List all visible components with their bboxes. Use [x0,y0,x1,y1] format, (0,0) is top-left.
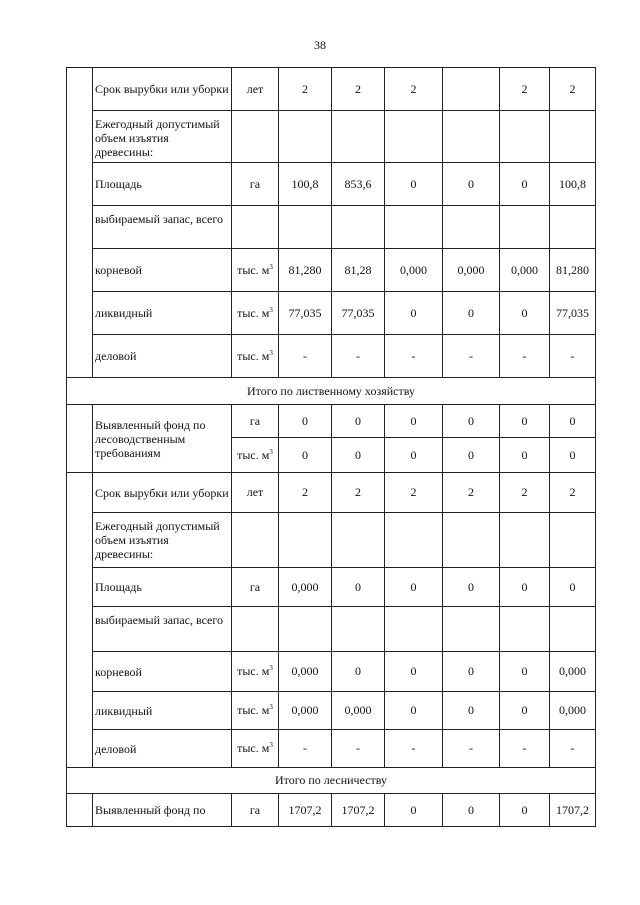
value-cell: 0,000 [550,692,596,730]
value-cell: 0 [332,438,385,473]
value-cell: 1707,2 [332,794,385,827]
value-cell [443,206,500,249]
value-cell: - [385,335,443,378]
unit-cell [232,438,279,473]
value-cell [385,607,443,652]
value-cell [550,513,596,568]
section-title: Итого по лесничеству [67,768,596,794]
table-row [67,163,596,206]
value-cell: 0 [443,794,500,827]
unit-text: тыс. м [237,664,270,678]
table-row [67,568,596,607]
row-label: Выявленный фонд по лесоводственным требованиям [93,405,232,473]
page-number: 38 [314,38,326,52]
value-cell: 2 [279,473,332,513]
empty-index-cell [67,405,93,473]
table-row [67,335,596,378]
table-row [67,111,596,163]
value-cell [550,206,596,249]
value-cell: 0 [550,405,596,438]
unit-superscript: 3 [269,262,273,271]
value-cell: 0 [385,794,443,827]
value-cell: 0 [443,568,500,607]
table-row [67,68,596,111]
value-cell: 0,000 [279,692,332,730]
value-cell: 2 [385,473,443,513]
value-cell: 77,035 [550,292,596,335]
value-cell: 0 [500,292,550,335]
value-cell [443,607,500,652]
empty-index-cell [67,794,93,827]
value-cell: 1707,2 [550,794,596,827]
value-cell: - [500,730,550,768]
value-cell: 0,000 [332,692,385,730]
table-row [67,692,596,730]
unit-superscript: 3 [269,447,273,456]
unit-text: тыс. м [237,262,270,277]
row-label: Ежегодный допустимый объем изъятия древесины: [93,513,232,568]
unit-text: тыс. м [237,703,270,717]
table-row [67,292,596,335]
section-header-row [67,378,596,405]
unit-cell [232,249,279,292]
unit-superscript: 3 [269,348,273,357]
value-cell: 0 [550,438,596,473]
value-cell [279,111,332,163]
value-cell [500,206,550,249]
row-label: Выявленный фонд по [93,794,232,827]
table-row [67,206,596,249]
value-cell: 0,000 [385,249,443,292]
value-cell: 0,000 [279,652,332,692]
value-cell: 1707,2 [279,794,332,827]
section-title: Итого по лиственному хозяйству [67,378,596,405]
value-cell: 0 [332,405,385,438]
row-label: корневой [93,249,232,292]
value-cell: 100,8 [279,163,332,206]
value-cell [385,513,443,568]
value-cell: 0,000 [550,652,596,692]
value-cell: 2 [443,473,500,513]
section-header-row [67,768,596,794]
unit-cell [232,335,279,378]
unit-cell [232,473,279,513]
value-cell: 2 [500,68,550,111]
value-cell [443,111,500,163]
value-cell [443,513,500,568]
value-cell: - [500,335,550,378]
empty-index-cell [67,473,93,768]
value-cell [385,111,443,163]
unit-cell [232,607,279,652]
value-cell [279,513,332,568]
value-cell: 100,8 [550,163,596,206]
table-row [67,473,596,513]
value-cell: - [443,730,500,768]
value-cell: 0 [443,163,500,206]
value-cell: - [385,730,443,768]
unit-text: тыс. м [237,741,270,755]
value-cell: 0 [500,692,550,730]
row-label: ликвидный [93,692,232,730]
value-cell: 2 [332,473,385,513]
value-cell: 0 [443,292,500,335]
value-cell [500,607,550,652]
value-cell: 2 [385,68,443,111]
value-cell: 0 [500,163,550,206]
value-cell: 853,6 [332,163,385,206]
unit-text: га [249,802,261,817]
value-cell: 81,280 [279,249,332,292]
unit-text: га [249,579,261,594]
row-label: Ежегодный допустимый объем изъятия древесины: [93,111,232,163]
value-cell: 0,000 [279,568,332,607]
value-cell: 2 [279,68,332,111]
row-label: деловой [93,730,232,768]
value-cell: 0,000 [443,249,500,292]
forest-data-table [66,67,596,827]
value-cell: 0 [385,692,443,730]
unit-cell [232,163,279,206]
row-label: Срок вырубки или уборки [93,473,232,513]
unit-text: лет [246,81,264,96]
value-cell: 0 [443,652,500,692]
value-cell: - [332,730,385,768]
value-cell: 0,000 [500,249,550,292]
unit-cell [232,111,279,163]
unit-text: тыс. м [237,348,270,363]
unit-text: тыс. м [237,447,270,462]
unit-text: лет [246,485,264,499]
value-cell: 0 [500,794,550,827]
value-cell [332,111,385,163]
value-cell: 81,280 [550,249,596,292]
table-row [67,249,596,292]
value-cell: 77,035 [279,292,332,335]
unit-cell [232,206,279,249]
unit-cell [232,292,279,335]
unit-superscript: 3 [269,305,273,314]
value-cell: 0 [279,405,332,438]
value-cell: 0 [332,652,385,692]
value-cell: - [279,730,332,768]
value-cell [500,111,550,163]
value-cell [550,607,596,652]
unit-cell [232,568,279,607]
value-cell: 77,035 [332,292,385,335]
value-cell: 0 [550,568,596,607]
unit-text: тыс. м [237,305,270,320]
value-cell: 81,28 [332,249,385,292]
value-cell: 2 [550,473,596,513]
table-row [67,513,596,568]
row-label: Площадь [93,568,232,607]
value-cell: 0 [385,652,443,692]
unit-superscript: 3 [269,664,273,672]
value-cell: - [279,335,332,378]
value-cell: 0 [385,568,443,607]
value-cell [500,513,550,568]
value-cell [332,206,385,249]
row-label: ликвидный [93,292,232,335]
value-cell [550,111,596,163]
unit-cell [232,405,279,438]
value-cell: - [550,730,596,768]
table-row [67,730,596,768]
row-label: выбираемый запас, всего [93,206,232,249]
unit-text: га [249,176,261,191]
value-cell [332,607,385,652]
unit-superscript: 3 [269,703,273,711]
value-cell [385,206,443,249]
value-cell: 0 [500,405,550,438]
row-label: Срок вырубки или уборки [93,68,232,111]
value-cell: 2 [550,68,596,111]
unit-cell [232,652,279,692]
value-cell: 0 [500,652,550,692]
unit-text: га [249,413,261,428]
value-cell: 0 [443,405,500,438]
value-cell: 0 [500,568,550,607]
empty-index-cell [67,68,93,378]
row-label: Площадь [93,163,232,206]
row-label: деловой [93,335,232,378]
unit-cell [232,513,279,568]
value-cell [332,513,385,568]
table-row [67,607,596,652]
value-cell: - [332,335,385,378]
table-row [67,405,596,438]
row-label: выбираемый запас, всего [93,607,232,652]
value-cell: 0 [279,438,332,473]
value-cell: 0 [385,163,443,206]
value-cell [443,68,500,111]
value-cell: 0 [332,568,385,607]
unit-cell [232,692,279,730]
value-cell [279,206,332,249]
value-cell: 0 [500,438,550,473]
value-cell: 2 [332,68,385,111]
value-cell: 0 [385,438,443,473]
table-row [67,794,596,827]
unit-superscript: 3 [269,741,273,749]
value-cell: - [550,335,596,378]
value-cell: 0 [443,692,500,730]
value-cell [279,607,332,652]
value-cell: 0 [443,438,500,473]
value-cell: - [443,335,500,378]
row-label: корневой [93,652,232,692]
value-cell: 2 [500,473,550,513]
unit-cell [232,68,279,111]
value-cell: 0 [385,405,443,438]
table-row [67,652,596,692]
unit-cell [232,730,279,768]
unit-cell [232,794,279,827]
value-cell: 0 [385,292,443,335]
